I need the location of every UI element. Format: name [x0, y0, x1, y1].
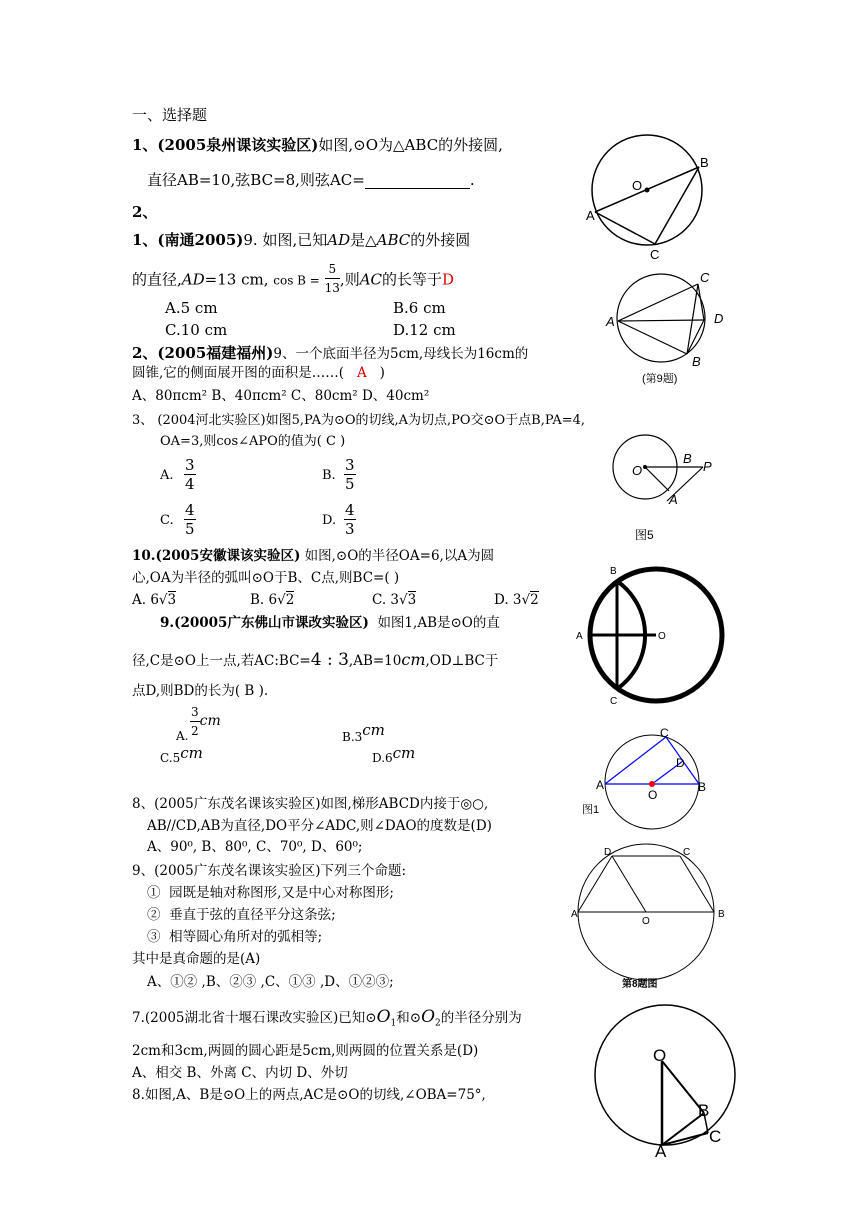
- label-o: O: [632, 178, 643, 193]
- label-a: A: [596, 778, 605, 792]
- q7-opt-c-text: C.5: [160, 751, 181, 765]
- question-10-line-2: 2cm和3cm,两圆的圆心距是5cm,则两圆的位置关系是(D): [132, 1043, 479, 1059]
- question-10-options: A、相交 B、外离 C、内切 D、外切: [132, 1065, 348, 1081]
- item-text: 园既是轴对称图形,又是中心对称图形;: [169, 885, 394, 901]
- question-9-line-1: 9、(2005广东茂名课该实验区)下列三个命题:: [132, 863, 407, 879]
- q6-opt-d-root: 2: [530, 592, 539, 608]
- q7-option-a-frac: [190, 703, 221, 740]
- q6-opt-c-text: C. 3: [372, 592, 400, 608]
- label-a: A: [669, 492, 678, 507]
- frac-den: 4: [185, 475, 195, 493]
- q5-option-a-label: A.: [160, 468, 174, 483]
- label-d: D: [604, 847, 612, 858]
- question-3-text-2e: 的长等于: [382, 270, 443, 289]
- question-3-text-2d: ,则: [339, 270, 360, 289]
- question-3-line-1: [132, 231, 470, 249]
- unit-cm: cm: [180, 744, 203, 762]
- item-text: 相等圆心角所对的弧相等;: [169, 929, 323, 945]
- question-10-line-1: [132, 1008, 522, 1033]
- label-o: O: [658, 631, 666, 642]
- question-4-options: A、80πcm² B、40πcm² C、80cm² D、40cm²: [132, 388, 430, 404]
- question-1-tail: .: [469, 171, 475, 189]
- q6-opt-b-root: 2: [285, 592, 295, 608]
- q6-option-c: C. 3√3: [372, 592, 417, 608]
- q6-opt-a-text: A. 6: [132, 592, 159, 608]
- question-3-text-2a: 的直径,: [132, 270, 182, 289]
- label-c: C: [683, 847, 691, 858]
- label-a: A: [655, 1142, 667, 1158]
- figure-2: [600, 268, 740, 393]
- var-o2: O: [421, 1007, 436, 1027]
- label-o: O: [653, 1046, 667, 1065]
- question-7-text-2a: 径,C是⊙O上一点,若AC:BC=: [132, 653, 311, 669]
- label-o: O: [642, 916, 650, 927]
- label-c: C: [610, 696, 618, 707]
- question-3-text: 9. 如图,已知: [243, 231, 328, 249]
- question-7-line-3: 点D,则BD的长为( B ).: [132, 683, 269, 699]
- unit-cm: cm: [392, 744, 416, 762]
- side-cb: [680, 856, 714, 912]
- q9-item-3: [147, 928, 322, 946]
- label-a: A: [586, 208, 595, 223]
- q5-option-c-label: C.: [160, 513, 174, 528]
- label-a: A: [571, 909, 578, 920]
- question-2-label: 2、: [132, 203, 158, 221]
- label-b: B: [718, 909, 725, 920]
- question-7-text-2c: ,OD⊥BC于: [425, 653, 499, 669]
- side-ad: [578, 856, 612, 912]
- figure-caption: 图1: [582, 804, 600, 816]
- label-c: C: [700, 270, 710, 285]
- unit-cm: cm: [199, 713, 221, 729]
- question-4-head: 2、(2005福建福州): [132, 344, 274, 362]
- center-dot: [649, 781, 655, 787]
- frac-den: 13: [324, 281, 340, 295]
- ratio: 4 : 3: [310, 650, 349, 670]
- figure-4: [570, 560, 730, 720]
- label-a: A: [576, 631, 583, 642]
- figure-caption: 第8题图: [622, 979, 658, 990]
- label-c: C: [650, 247, 660, 262]
- question-8-options: A、90⁰, B、80⁰, C、70⁰, D、60⁰;: [147, 839, 363, 855]
- frac-num: 3: [185, 456, 195, 474]
- figure-caption: (第9题): [642, 373, 678, 385]
- figure-7: [592, 1003, 752, 1158]
- q6-option-d: D. 3√2: [494, 592, 539, 608]
- q7-opt-d-text: D.6: [372, 751, 393, 765]
- option-c: C.10 cm: [165, 321, 228, 339]
- chord-ab: [618, 321, 687, 354]
- q6-opt-a-root: 3: [167, 592, 177, 608]
- q9-item-1: [147, 884, 394, 902]
- option-a: A.5 cm: [165, 299, 218, 317]
- question-4-text-2: 圆锥,它的侧面展开图的面积是……(: [132, 365, 345, 381]
- question-3-line-2: [132, 262, 454, 299]
- question-4-line-1: [132, 344, 528, 363]
- var-ac: AC: [359, 270, 383, 289]
- q5-option-d-label: D.: [322, 513, 337, 528]
- question-4-close: ): [379, 365, 385, 381]
- frac-num: 5: [325, 260, 340, 279]
- q5-option-d-frac: [344, 501, 356, 538]
- var-ad: AD: [327, 231, 351, 249]
- q6-opt-c-root: 3: [407, 592, 417, 608]
- frac-num: 4: [185, 501, 195, 519]
- frac-den: 2: [191, 724, 199, 738]
- question-11-line-1: 8.如图,A、B是⊙O上的两点,AC是⊙O的切线,∠OBA=75°,: [132, 1087, 486, 1103]
- label-b: B: [692, 354, 701, 369]
- label-b: B: [698, 780, 707, 794]
- q10-text-c: 的半径分别为: [440, 1010, 522, 1026]
- frac-den: 5: [185, 520, 195, 538]
- label-b: B: [683, 451, 692, 466]
- section-title: 一、选择题: [132, 106, 208, 124]
- question-4-text: 9、一个底面半径为5cm,母线长为16cm的: [273, 346, 529, 362]
- frac-den: 3: [345, 520, 355, 538]
- question-7-line-1: [160, 614, 500, 632]
- center-dot: [643, 465, 647, 469]
- cos-b: cos B =: [273, 273, 320, 288]
- diameter-ad: [618, 320, 704, 321]
- frac-num: 4: [345, 501, 355, 519]
- var-ad-2: AD: [181, 270, 205, 289]
- question-3-text-2c: =13 cm,: [204, 270, 269, 289]
- question-1-text: 如图,⊙O为△ABC的外接圆,: [318, 136, 503, 154]
- radius-oa: [645, 467, 669, 491]
- chord-bc: [655, 167, 699, 244]
- q5-option-a-frac: [184, 456, 196, 493]
- label-b: B: [700, 155, 709, 170]
- question-1-line-1: [132, 136, 503, 154]
- question-1-line-2: [147, 171, 475, 189]
- q10-text-b: 和⊙: [396, 1010, 422, 1026]
- figure-1: [580, 132, 720, 267]
- frac-den: 5: [345, 475, 355, 493]
- label-b: B: [698, 1101, 710, 1120]
- question-1-text-2: 直径AB=10,弦BC=8,则弦AC=: [147, 171, 365, 189]
- unit-cm: cm: [362, 721, 385, 739]
- q5-option-b-label: B.: [322, 468, 336, 483]
- figure-3: [605, 425, 730, 547]
- q6-option-a: A. 6√3: [132, 592, 177, 608]
- label-d: D: [714, 311, 724, 326]
- fraction-5-13: [325, 260, 340, 297]
- label-d: D: [676, 756, 685, 770]
- var-o1: O: [376, 1007, 391, 1027]
- q9-item-2: [147, 906, 336, 924]
- question-6-line-2: 心,OA为半径的弧叫⊙O于B、C点,则BC=( ): [132, 570, 400, 586]
- question-5-line-1: 3、 (2004河北实验区)如图5,PA为⊙O的切线,A为切点,PO交⊙O于点B,PA=4,: [132, 413, 586, 428]
- figure-5: [580, 725, 715, 830]
- question-4-line-2: [132, 364, 385, 382]
- question-6-head: 10.(2005安徽课该实验区): [132, 548, 301, 564]
- item-num: ①: [147, 885, 161, 901]
- label-o: O: [632, 463, 643, 478]
- question-7-head: 9.(20005广东佛山市课改实验区): [160, 615, 369, 631]
- chord-ac: [618, 284, 698, 321]
- question-7-line-2: [132, 651, 498, 670]
- question-8-line-2: AB//CD,AB为直径,DO平分∠ADC,则∠DAO的度数是(D): [147, 818, 492, 834]
- question-7-text: 如图1,AB是⊙O的直: [377, 615, 500, 631]
- q5-option-c-frac: [184, 501, 196, 538]
- question-6-text: 如图,⊙O的半径OA=6,以A为圆: [304, 548, 495, 564]
- q6-opt-b-text: B. 6: [250, 592, 278, 608]
- label-p: P: [703, 459, 712, 474]
- question-4-answer: A: [356, 365, 367, 381]
- question-3-answer: D: [442, 270, 455, 289]
- figure-6: [570, 842, 730, 992]
- sub-1: 1: [390, 1018, 397, 1029]
- segment-do: [612, 856, 646, 912]
- question-1-head: 1、(2005泉州课该实验区): [132, 136, 319, 154]
- chord-ac: [605, 737, 666, 784]
- frac-num: 3: [345, 456, 355, 474]
- label-c: C: [709, 1127, 722, 1146]
- question-8-line-1: 8、(2005广东茂名课该实验区)如图,梯形ABCD内接于◎○,: [132, 796, 489, 812]
- unit-cm: cm: [401, 650, 426, 669]
- q7-option-a-label: A.: [176, 729, 189, 743]
- item-num: ③: [147, 929, 161, 945]
- q7-opt-b-text: B.3: [342, 730, 363, 744]
- chord-cd: [698, 284, 704, 320]
- figure-caption: 图5: [635, 528, 654, 542]
- option-d: D.12 cm: [393, 321, 456, 339]
- q5-option-b-frac: [344, 456, 356, 493]
- label-a: A: [606, 314, 615, 329]
- item-num: ②: [147, 907, 161, 923]
- q6-opt-d-text: D. 3: [494, 592, 522, 608]
- circle: [595, 1005, 735, 1145]
- item-text: 垂直于弦的直径平分这条弦;: [169, 907, 336, 923]
- option-b: B.6 cm: [393, 299, 446, 317]
- label-b: B: [610, 566, 617, 577]
- answer-blank[interactable]: [365, 174, 470, 189]
- center-dot: [645, 188, 650, 193]
- question-9-options: A、①② ,B、②③ ,C、①③ ,D、①②③;: [147, 974, 394, 990]
- label-o: O: [648, 788, 658, 802]
- q7-option-b: [342, 721, 385, 746]
- question-7-text-2b: ,AB=10: [348, 653, 402, 669]
- q10-text-a: 7.(2005湖北省十堰石课改实验区)已知⊙: [132, 1010, 377, 1026]
- frac-num: 3: [190, 703, 200, 722]
- question-3-head: 1、(南通2005): [132, 231, 244, 249]
- sub-2: 2: [435, 1018, 441, 1029]
- question-5-line-2: OA=3,则cos∠APO的值为( C ): [160, 434, 346, 449]
- q7-option-c: [160, 744, 203, 767]
- question-9-line-2: 其中是真命题的是(A): [132, 951, 261, 967]
- label-c: C: [660, 726, 669, 740]
- chord-ac: [595, 212, 655, 244]
- var-abc: ABC: [376, 231, 411, 249]
- question-3-text-b: 是△: [350, 231, 377, 249]
- question-6-line-1: [132, 547, 494, 565]
- question-3-text-c: 的外接圆: [410, 231, 471, 249]
- q6-option-b: B. 6√2: [250, 592, 295, 608]
- q7-option-d: [372, 744, 416, 767]
